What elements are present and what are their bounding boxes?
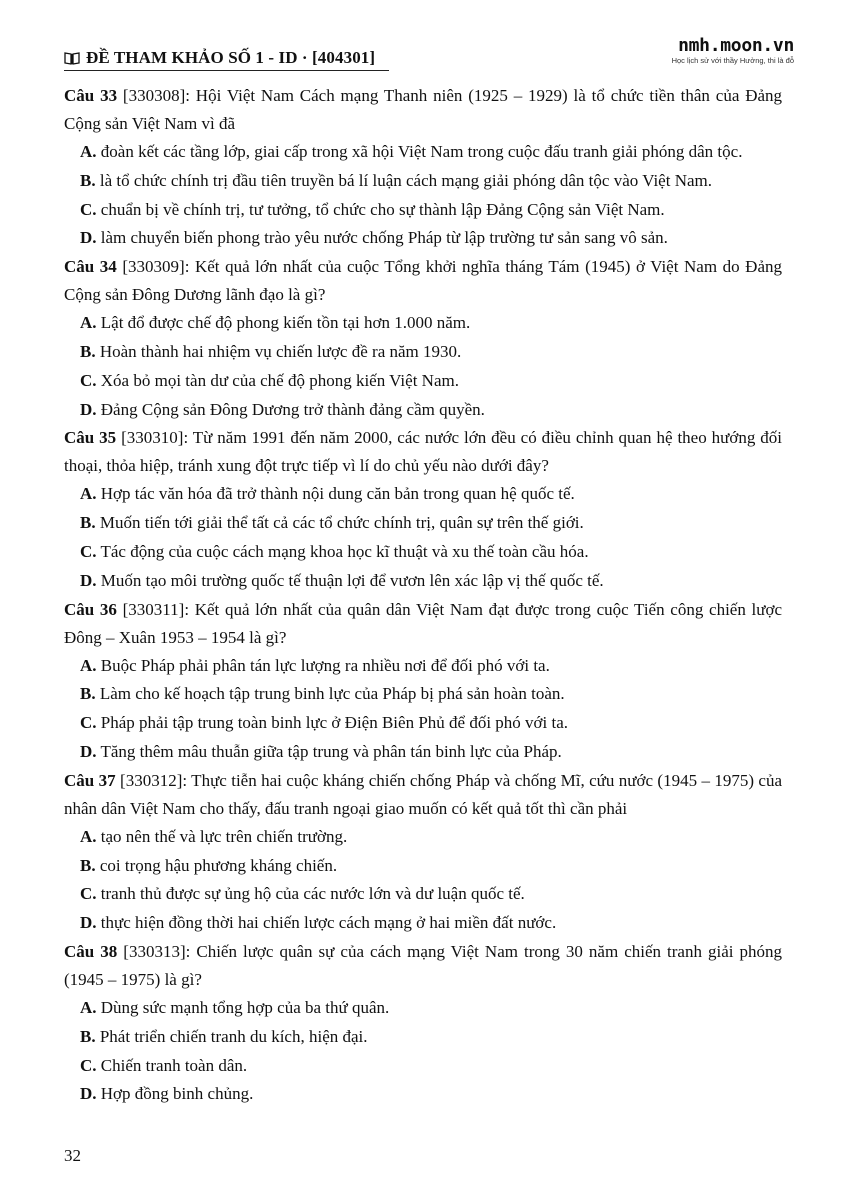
brand-tagline: Học lịch sử với thầy Hưởng, thi là đỗ	[671, 56, 794, 65]
question-text: : Từ năm 1991 đến năm 2000, các nước lớn đều có điều chỉnh quan hệ theo hướng đối thoại, thỏa hiệp, tránh xung đột trực tiếp vì lí do chủ yếu nào dưới đây?	[64, 428, 783, 476]
answer-option	[64, 823, 782, 852]
answer-option	[64, 538, 782, 567]
option-text: Pháp phải tập trung toàn binh lực ở Điện Biên Phủ để đối phó với ta.	[100, 713, 569, 733]
option-text: Hợp tác văn hóa đã trở thành nội dung căn bản trong quan hệ quốc tế.	[100, 484, 575, 504]
option-letter: A.	[80, 142, 97, 161]
answer-option	[64, 196, 782, 225]
answer-option	[64, 224, 782, 253]
question-number: Câu 34	[64, 257, 117, 277]
option-letter: B.	[80, 684, 96, 704]
option-letter: B.	[80, 341, 96, 361]
question-number: Câu 35	[64, 428, 117, 448]
answer-option	[64, 309, 782, 338]
option-text: đoàn kết các tầng lớp, giai cấp trong xã hội Việt Nam trong cuộc đấu tranh giải phóng dân tộc.	[100, 142, 743, 161]
answer-option	[64, 509, 782, 538]
question-number: Câu 37	[64, 770, 116, 790]
option-text: Xóa bỏ mọi tàn dư của chế độ phong kiến Việt Nam.	[100, 370, 459, 390]
answer-option	[64, 1023, 782, 1052]
answer-option	[64, 167, 782, 196]
question	[64, 938, 782, 1109]
option-text: thực hiện đồng thời hai chiến lược cách mạng ở hai miền đất nước.	[100, 913, 557, 933]
option-letter: D.	[80, 228, 97, 248]
question-text: : Hội Việt Nam Cách mạng Thanh niên (1925 – 1929) là tổ chức tiền thân của Đảng Cộng sản Việt Nam vì đã	[64, 86, 783, 133]
question-number: Câu 38	[64, 941, 118, 961]
question-list	[64, 82, 782, 1109]
page-number: 32	[64, 1146, 81, 1165]
answer-option	[64, 709, 782, 738]
option-text: Tăng thêm mâu thuẫn giữa tập trung và phân tán binh lực của Pháp.	[100, 741, 562, 761]
option-text: chuẩn bị về chính trị, tư tưởng, tổ chức cho sự thành lập Đảng Cộng sản Việt Nam.	[100, 199, 665, 219]
option-letter: D.	[80, 913, 97, 933]
question-stem	[64, 767, 782, 823]
option-text: Muốn tạo môi trường quốc tế thuận lợi để vươn lên xác lập vị thế quốc tế.	[100, 570, 604, 590]
option-letter: A.	[80, 997, 97, 1017]
answer-option	[64, 852, 782, 881]
answer-option	[64, 1052, 782, 1081]
question-stem	[64, 253, 782, 309]
question	[64, 82, 782, 253]
question-id: [330313]	[123, 941, 186, 961]
option-letter: B.	[80, 1026, 96, 1046]
option-letter: A.	[80, 655, 97, 675]
option-text: Làm cho kế hoạch tập trung binh lực của Pháp bị phá sản hoàn toàn.	[99, 684, 565, 704]
question-id: [330311]	[122, 599, 185, 619]
option-letter: A.	[80, 313, 97, 333]
option-letter: D.	[80, 399, 97, 419]
answer-option	[64, 396, 782, 425]
option-letter: C.	[80, 1055, 97, 1075]
option-letter: A.	[80, 826, 97, 846]
question-text: : Thực tiễn hai cuộc kháng chiến chống Pháp và chống Mĩ, cứu nước (1945 – 1975) của nhân dân Việt Nam cho thấy, đấu tranh ngoại giao muốn có kết quả tốt thì cần phải	[64, 770, 783, 818]
option-text: tạo nên thế và lực trên chiến trường.	[100, 826, 348, 846]
question-stem	[64, 424, 782, 480]
option-text: Chiến tranh toàn dân.	[100, 1055, 248, 1075]
question-stem	[64, 938, 782, 994]
question	[64, 253, 782, 424]
question-stem	[64, 82, 782, 138]
question-text: : Chiến lược quân sự của cách mạng Việt Nam trong 30 năm chiến tranh giải phóng (1945 – 1975) là gì?	[64, 941, 783, 989]
exam-title	[64, 48, 375, 68]
question-number: Câu 36	[64, 599, 117, 619]
brand-logo	[672, 36, 794, 66]
answer-option	[64, 567, 782, 596]
question-id: [330309]	[122, 257, 185, 277]
book-icon	[64, 51, 80, 65]
option-letter: B.	[80, 170, 96, 190]
option-letter: C.	[80, 884, 97, 904]
question	[64, 767, 782, 938]
answer-option	[64, 738, 782, 767]
answer-option	[64, 880, 782, 909]
question-text: : Kết quả lớn nhất của cuộc Tổng khởi nghĩa tháng Tám (1945) ở Việt Nam do Đảng Cộng sản Đông Dương lãnh đạo là gì?	[64, 257, 782, 305]
option-text: Buộc Pháp phải phân tán lực lượng ra nhiều nơi để đối phó với ta.	[100, 655, 550, 675]
option-letter: C.	[80, 199, 97, 219]
question-stem	[64, 596, 782, 652]
question-id: [330310]	[121, 428, 184, 448]
answer-option	[64, 367, 782, 396]
option-text: Lật đổ được chế độ phong kiến tồn tại hơn 1.000 năm.	[100, 313, 471, 333]
brand-name: nmh.moon.vn	[678, 35, 794, 56]
option-letter: D.	[80, 1084, 97, 1104]
question-text: : Kết quả lớn nhất của quân dân Việt Nam đạt được trong cuộc Tiến công chiến lược Đông – Xuân 1953 – 1954 là gì?	[64, 599, 782, 647]
page-header	[64, 36, 794, 76]
option-letter: C.	[80, 713, 97, 733]
option-letter: D.	[80, 741, 97, 761]
header-divider	[64, 70, 389, 71]
option-text: Tác động của cuộc cách mạng khoa học kĩ thuật và xu thế toàn cầu hóa.	[100, 541, 589, 561]
answer-option	[64, 138, 782, 167]
option-letter: B.	[80, 855, 96, 875]
question-id: [330312]	[120, 770, 183, 790]
answer-option	[64, 994, 782, 1023]
option-text: Hoàn thành hai nhiệm vụ chiến lược đề ra năm 1930.	[99, 341, 462, 361]
exam-title-text: ĐỀ THAM KHẢO SỐ 1 - ID · [404301]	[86, 48, 376, 67]
question	[64, 596, 782, 767]
answer-option	[64, 1080, 782, 1109]
answer-option	[64, 338, 782, 367]
option-letter: A.	[80, 484, 97, 504]
answer-option	[64, 480, 782, 509]
option-text: coi trọng hậu phương kháng chiến.	[99, 855, 338, 875]
option-text: Hợp đồng binh chủng.	[100, 1084, 254, 1104]
answer-option	[64, 909, 782, 938]
answer-option	[64, 652, 782, 681]
answer-option	[64, 680, 782, 709]
option-text: làm chuyển biến phong trào yêu nước chống Pháp từ lập trường tư sản sang vô sản.	[100, 228, 668, 248]
question-number: Câu 33	[64, 86, 118, 105]
option-letter: C.	[80, 541, 97, 561]
option-text: Phát triển chiến tranh du kích, hiện đại.	[99, 1026, 368, 1046]
option-letter: C.	[80, 370, 97, 390]
question	[64, 424, 782, 595]
option-letter: D.	[80, 570, 97, 590]
option-text: là tổ chức chính trị đầu tiên truyền bá lí luận cách mạng giải phóng dân tộc vào Việt Nam.	[99, 170, 712, 190]
option-text: Đảng Cộng sản Đông Dương trở thành đảng cầm quyền.	[100, 399, 485, 419]
option-letter: B.	[80, 513, 96, 533]
option-text: Dùng sức mạnh tổng hợp của ba thứ quân.	[100, 997, 390, 1017]
option-text: tranh thủ được sự ủng hộ của các nước lớn và dư luận quốc tế.	[100, 884, 525, 904]
question-id: [330308]	[122, 86, 186, 105]
option-text: Muốn tiến tới giải thể tất cả các tổ chức chính trị, quân sự trên thế giới.	[99, 513, 584, 533]
